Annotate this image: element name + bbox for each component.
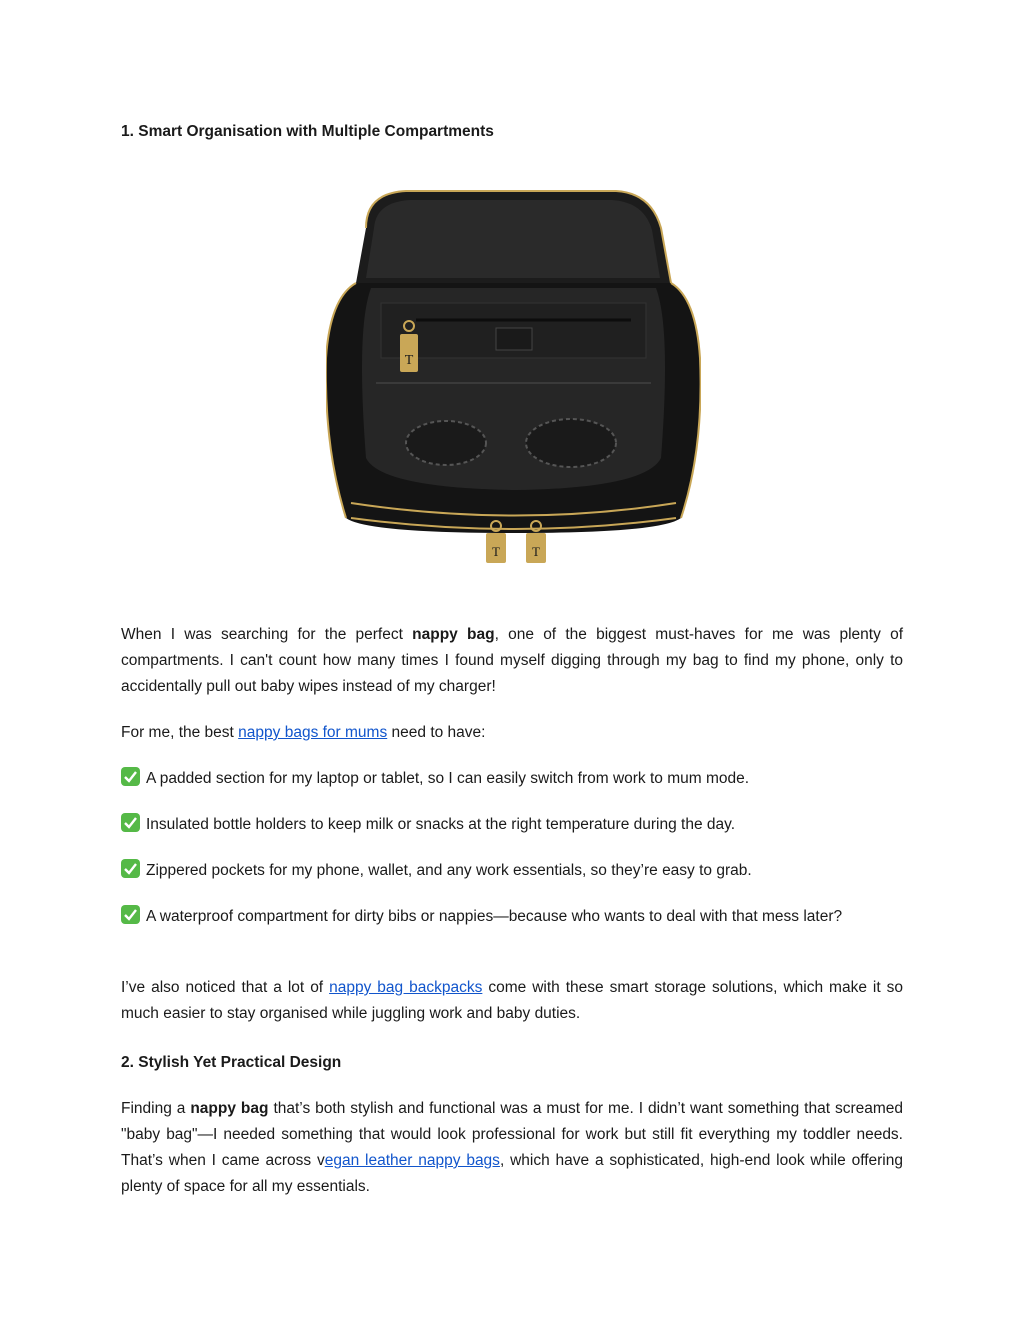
closing-paragraph: I’ve also noticed that a lot of nappy bag backpacks come with these smart storage solutions, which make it so much easier to stay organised while juggling work and baby duties. xyxy=(121,979,904,1022)
checklist-item: A padded section for my laptop or tablet, so I can easily switch from work to mum mode. xyxy=(121,766,903,792)
backpack-illustration xyxy=(326,188,701,573)
section-1-heading: 1. Smart Organisation with Multiple Compartments xyxy=(121,123,494,140)
section-2-paragraph: Finding a nappy bag that’s both stylish and functional was a must for me. I didn’t want something that screamed "baby bag"—I needed something that would look professional for work but still fit everything my toddler needs. That’s when I came across vegan leather nappy bags, which have a sophisticated, high-end look while offering plenty of space for all my essentials. xyxy=(121,1100,903,1195)
link-vegan-leather-nappy-bags[interactable]: egan leather nappy bags xyxy=(324,1152,500,1169)
section-2-heading: 2. Stylish Yet Practical Design xyxy=(121,1054,342,1071)
check-mark-icon xyxy=(121,767,140,786)
svg-text:T: T xyxy=(404,353,414,368)
check-mark-icon xyxy=(121,813,140,832)
checklist-item: Zippered pockets for my phone, wallet, and any work essentials, so they’re easy to grab. xyxy=(121,858,903,884)
link-nappy-bag-backpacks[interactable]: nappy bag backpacks xyxy=(329,979,483,996)
backpack-image xyxy=(326,188,701,573)
lead-paragraph: For me, the best nappy bags for mums need to have: xyxy=(121,724,486,741)
check-mark-icon xyxy=(121,859,140,878)
intro-paragraph: When I was searching for the perfect nappy bag, one of the biggest must-haves for me was plenty of compartments. I can't count how many times I found myself digging through my bag to find my phone, only to accidentally pull out baby wipes instead of my charger! xyxy=(121,626,903,695)
bold-nappy-bag: nappy bag xyxy=(412,626,495,643)
bold-nappy-bag: nappy bag xyxy=(190,1100,269,1117)
checklist-item: Insulated bottle holders to keep milk or snacks at the right temperature during the day. xyxy=(121,812,903,838)
svg-text:T: T xyxy=(492,544,500,559)
checklist-item: A waterproof compartment for dirty bibs or nappies—because who wants to deal with that mess later? xyxy=(121,904,903,930)
link-nappy-bags-for-mums[interactable]: nappy bags for mums xyxy=(238,724,388,741)
svg-text:T: T xyxy=(532,544,540,559)
check-mark-icon xyxy=(121,905,140,924)
